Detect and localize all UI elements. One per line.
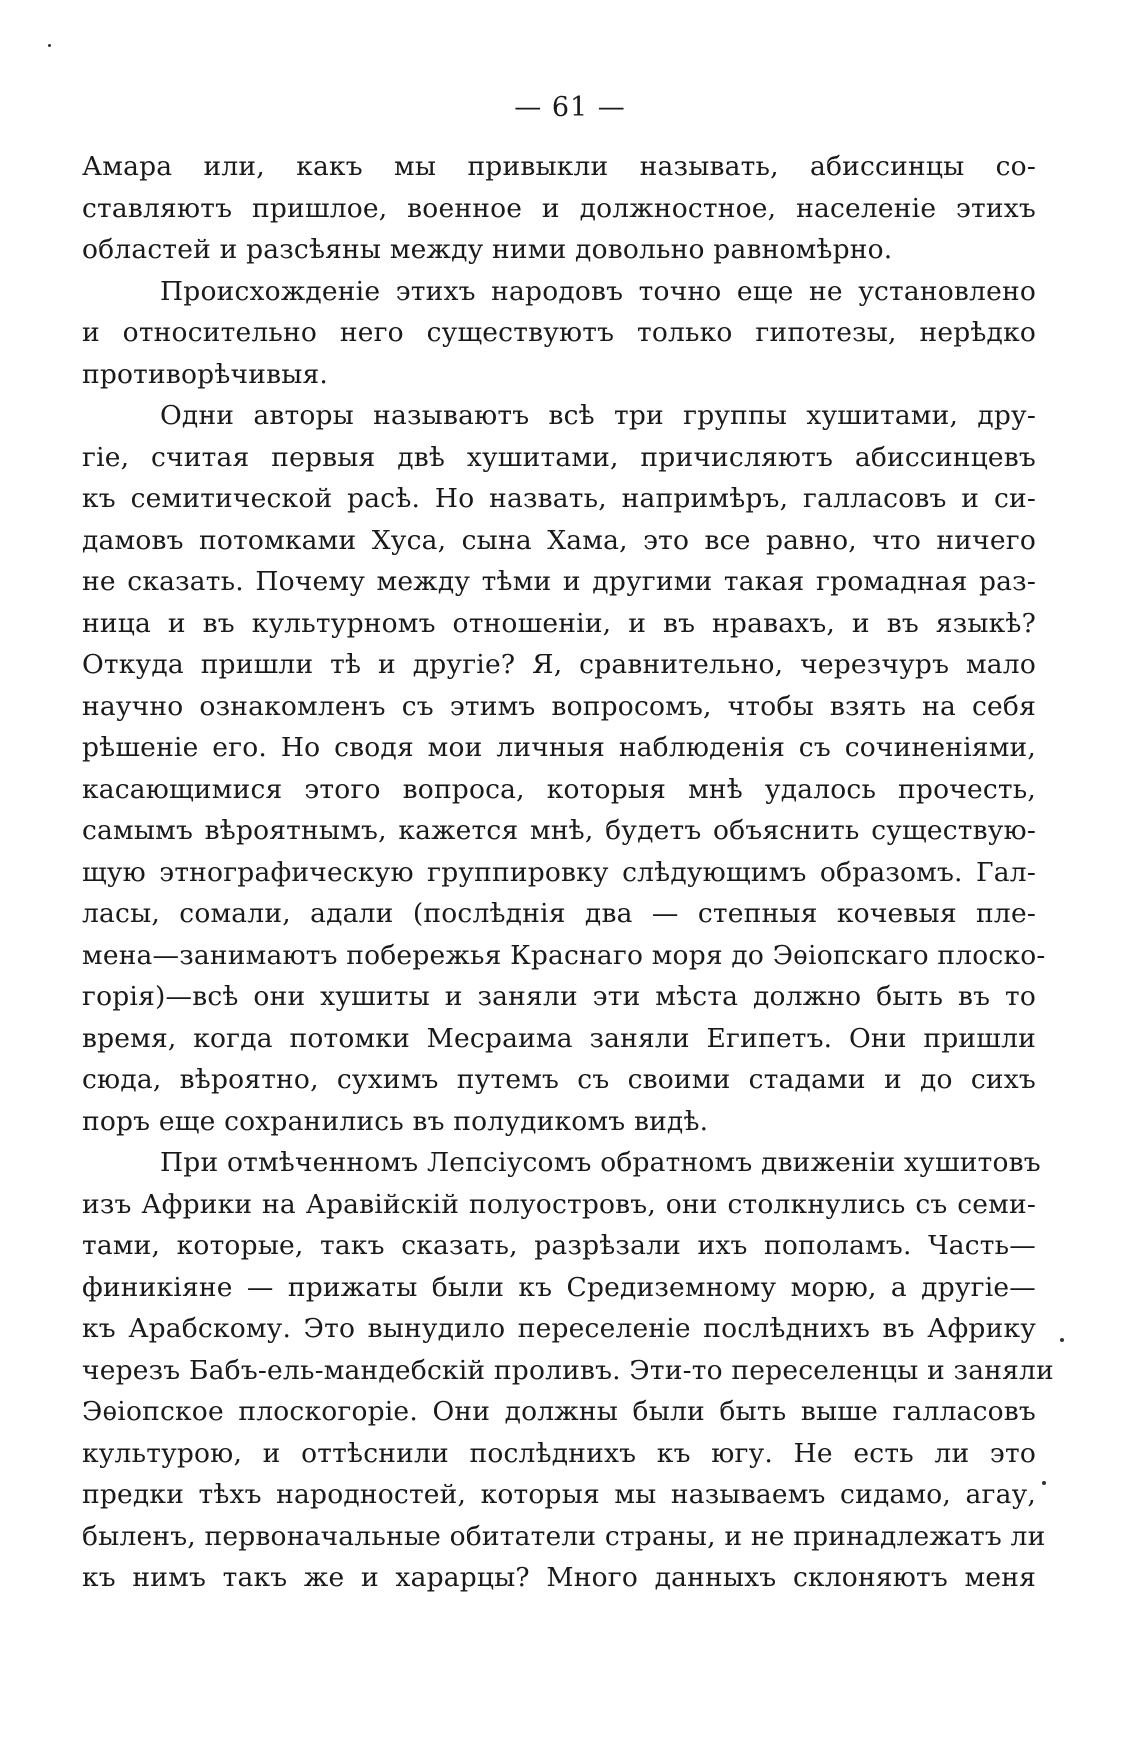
text-line: ласы, сомали, адали (послѣднія два — степныя кочевыя пле- <box>82 898 1036 929</box>
text-line: финикіяне — прижаты были къ Средиземному морю, а другіе— <box>82 1271 1036 1303</box>
text-line: научно ознакомленъ съ этимъ вопросомъ, чтобы взять на себя <box>82 690 1036 722</box>
text-line: Одни авторы называютъ всѣ три группы хушитами, дру- <box>160 400 1036 431</box>
text-line: предки тѣхъ народностей, которыя мы называемъ сидамо, агау, <box>82 1479 1036 1510</box>
text-line: Амара или, какъ мы привыкли называть, абиссинцы со- <box>82 151 1036 182</box>
text-line: ставляютъ пришлое, военное и должностное, населеніе этихъ <box>82 192 1036 224</box>
text-line: касающимися этого вопроса, которыя мнѣ удалось прочесть, <box>82 773 1036 805</box>
paragraph <box>82 1142 1054 1599</box>
text-line: къ семитической расѣ. Но назвать, напримѣръ, галласовъ и си- <box>82 483 1036 514</box>
text-line: Эѳіопское плоскогоріе. Они должны были быть выше галласовъ <box>82 1396 1036 1427</box>
text-line: черезъ Бабъ-ель-мандебскій проливъ. Эти-то переселенцы и заняли <box>82 1354 1054 1386</box>
text-line: къ Арабскому. Это вынудило переселеніе послѣднихъ въ Африку <box>82 1313 1036 1344</box>
paragraph <box>82 395 1046 1142</box>
body-text <box>82 146 1054 1599</box>
print-speck <box>1042 1481 1046 1485</box>
text-line: время, когда потомки Месраима заняли Египетъ. Они пришли <box>82 1022 1036 1054</box>
text-line: ница и въ культурномъ отношеніи, и въ нравахъ, и въ языкѣ? <box>82 607 1036 639</box>
text-line: изъ Африки на Аравійскій полуостровъ, они столкнулись съ семи- <box>82 1188 1036 1220</box>
text-line: При отмѣченномъ Лепсіусомъ обратномъ движеніи хушитовъ <box>160 1147 1041 1178</box>
text-line: культурою, и оттѣснили послѣднихъ къ югу. Не есть ли это <box>82 1437 1036 1469</box>
text-line: быленъ, первоначальные обитатели страны, и не принадлежатъ ли <box>82 1520 1046 1552</box>
paragraph <box>82 271 1036 396</box>
text-line: щую этнографическую группировку слѣдующимъ образомъ. Гал- <box>82 856 1036 888</box>
text-line: къ нимъ такъ же и харарцы? Много данныхъ склоняютъ меня <box>82 1562 1036 1593</box>
text-line: не сказать. Почему между тѣми и другими такая громадная раз- <box>82 566 1036 597</box>
print-speck <box>48 44 51 47</box>
text-line: горія)—всѣ они хушиты и заняли эти мѣста должно быть въ то <box>82 981 1036 1012</box>
page-number: — 61 — <box>514 92 626 123</box>
text-line: и относительно него существуютъ только гипотезы, нерѣдко <box>82 317 1036 348</box>
paragraph <box>82 146 1036 271</box>
text-line: областей и разсѣяны между ними довольно равномѣрно. <box>82 234 893 265</box>
text-line: самымъ вѣроятнымъ, кажется мнѣ, будетъ объяснить существую- <box>82 815 1036 846</box>
text-line: рѣшеніе его. Но сводя мои личныя наблюденія съ сочиненіями, <box>82 732 1036 763</box>
text-line: Откуда пришли тѣ и другіе? Я, сравнительно, черезчуръ мало <box>82 649 1036 680</box>
text-line: мена—занимаютъ побережья Краснаго моря до Эѳіопскаго плоско- <box>82 939 1046 971</box>
text-line: дамовъ потомками Хуса, сына Хама, это все равно, что ничего <box>82 524 1036 556</box>
text-line: сюда, вѣроятно, сухимъ путемъ съ своими стадами и до сихъ <box>82 1064 1036 1095</box>
text-line: Происхожденіе этихъ народовъ точно еще не установлено <box>160 275 1036 307</box>
text-line: тами, которые, такъ сказать, разрѣзали ихъ пополамъ. Часть— <box>82 1230 1036 1261</box>
text-line: противорѣчивыя. <box>82 358 329 390</box>
text-line: гіе, считая первыя двѣ хушитами, причисляютъ абиссинцевъ <box>82 441 1036 473</box>
print-speck <box>1060 1338 1064 1342</box>
text-line: поръ еще сохранились въ полудикомъ видѣ. <box>82 1105 709 1137</box>
